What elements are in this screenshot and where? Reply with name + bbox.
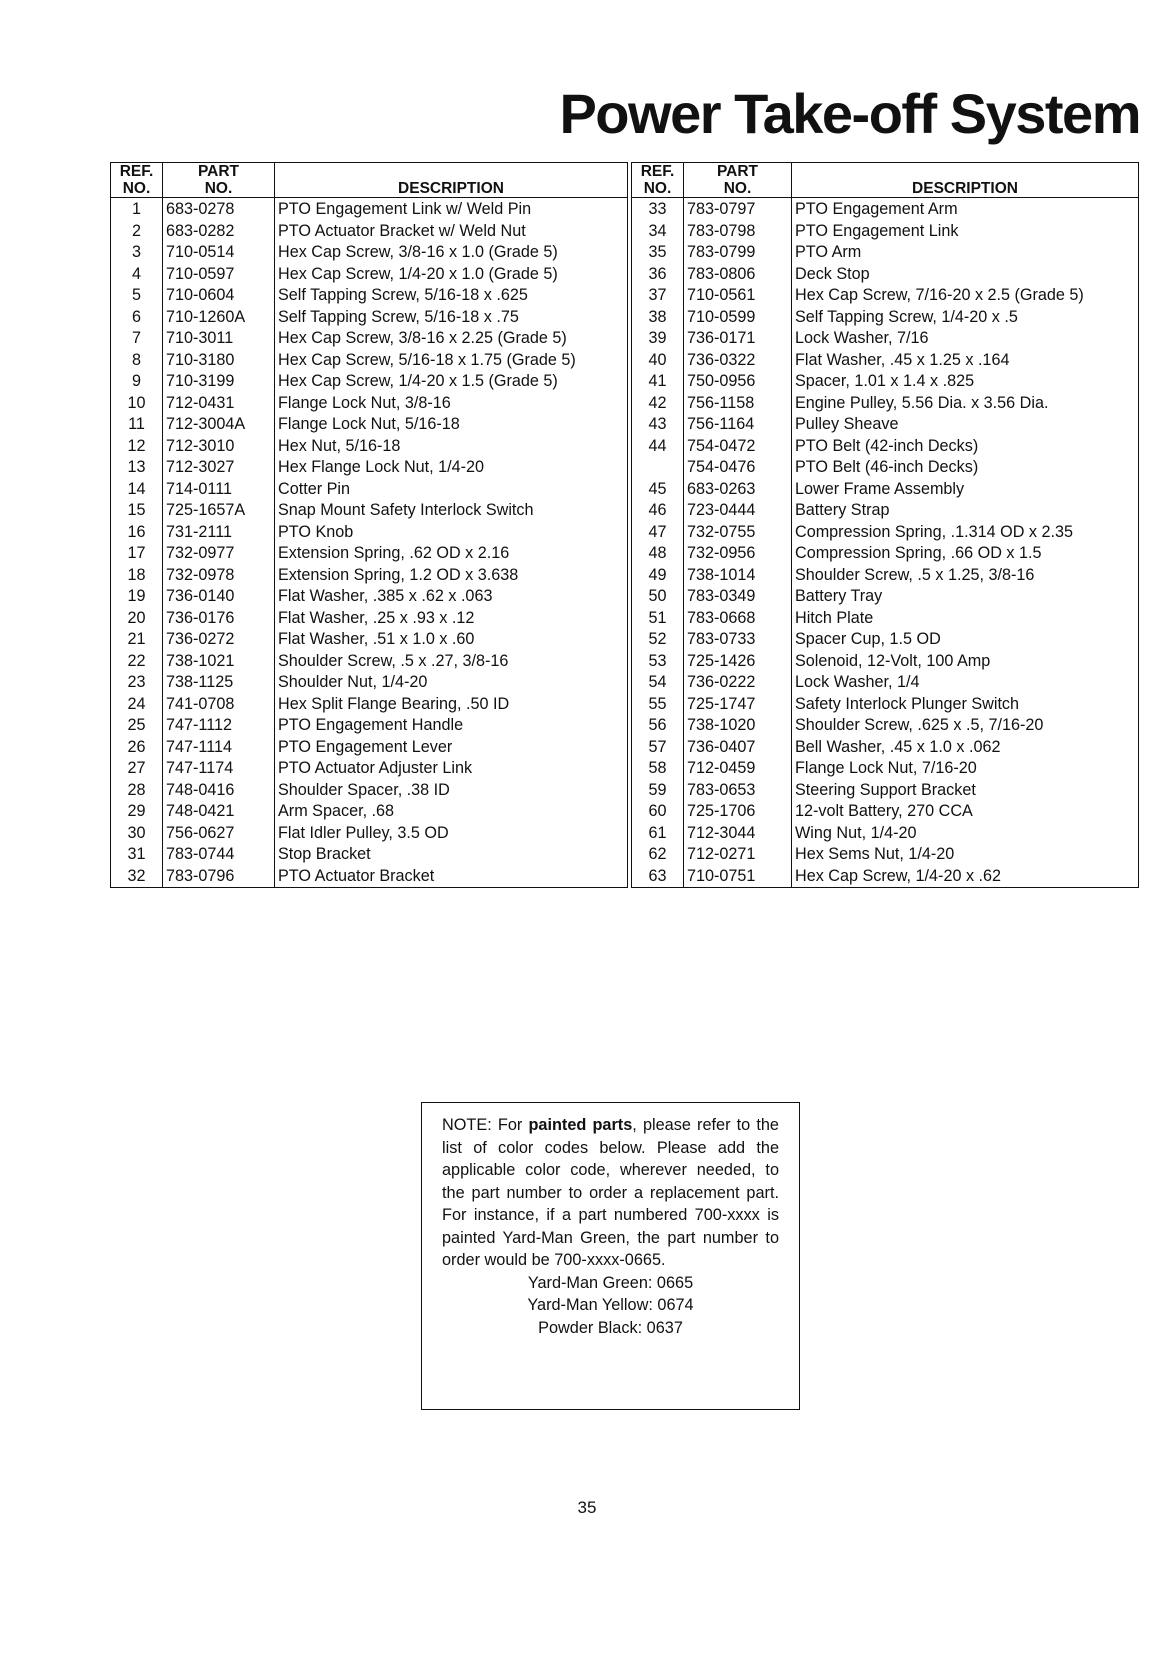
table-row: [632, 328, 1139, 350]
ref-no-cell: 50: [632, 586, 684, 608]
part-no-cell: 748-0416: [163, 780, 275, 802]
table-row: [111, 586, 628, 608]
ref-no-cell: 32: [111, 866, 163, 888]
parts-table-left-body: [111, 198, 628, 888]
ref-no-cell: 59: [632, 780, 684, 802]
ref-no-header: REF. NO.: [632, 163, 684, 198]
ref-no-cell: 16: [111, 522, 163, 544]
note-paragraph: NOTE: For painted parts, please refer to the list of color codes below. Please add the applicable color code, wherever needed, to the part number to order a replacement part. For instance, if a part numbered 700-xxxx is painted Yard-Man Green, the part number to order would be 700-xxxx-0665.: [442, 1116, 779, 1269]
table-row: [111, 672, 628, 694]
description-cell: Safety Interlock Plunger Switch: [792, 694, 1139, 716]
ref-no-cell: 53: [632, 651, 684, 673]
note-label: NOTE:: [442, 1116, 492, 1134]
table-row: [111, 479, 628, 501]
description-cell: Stop Bracket: [275, 844, 628, 866]
description-cell: Flat Washer, .25 x .93 x .12: [275, 608, 628, 630]
description-cell: Hex Cap Screw, 1/4-20 x .62: [792, 866, 1139, 888]
description-cell: 12-volt Battery, 270 CCA: [792, 801, 1139, 823]
table-row: [632, 565, 1139, 587]
table-row: [632, 672, 1139, 694]
page-number: 35: [577, 1498, 597, 1517]
ref-no-cell: 37: [632, 285, 684, 307]
description-cell: Steering Support Bracket: [792, 780, 1139, 802]
ref-no-cell: 19: [111, 586, 163, 608]
description-cell: Hex Sems Nut, 1/4-20: [792, 844, 1139, 866]
table-row: [111, 651, 628, 673]
ref-no-cell: 17: [111, 543, 163, 565]
ref-no-cell: 22: [111, 651, 163, 673]
description-cell: PTO Engagement Link: [792, 221, 1139, 243]
description-cell: Flat Washer, .45 x 1.25 x .164: [792, 350, 1139, 372]
ref-no-cell: 57: [632, 737, 684, 759]
table-row: [111, 350, 628, 372]
part-no-cell: 750-0956: [684, 371, 792, 393]
table-header-row: [111, 163, 628, 198]
description-cell: Flange Lock Nut, 7/16-20: [792, 758, 1139, 780]
table-row: [111, 565, 628, 587]
ref-no-cell: 9: [111, 371, 163, 393]
ref-no-cell: 14: [111, 479, 163, 501]
description-cell: PTO Actuator Adjuster Link: [275, 758, 628, 780]
part-no-cell: 783-0653: [684, 780, 792, 802]
table-row: [632, 436, 1139, 458]
part-no-cell: 783-0668: [684, 608, 792, 630]
description-cell: Flange Lock Nut, 3/8-16: [275, 393, 628, 415]
ref-no-cell: 3: [111, 242, 163, 264]
table-row: [632, 285, 1139, 307]
part-no-cell: 736-0407: [684, 737, 792, 759]
description-cell: PTO Knob: [275, 522, 628, 544]
part-no-cell: 712-3010: [163, 436, 275, 458]
table-row: [632, 694, 1139, 716]
description-cell: Pulley Sheave: [792, 414, 1139, 436]
table-row: [111, 866, 628, 888]
ref-no-cell: 11: [111, 414, 163, 436]
part-no-cell: 710-1260A: [163, 307, 275, 329]
ref-no-cell: 36: [632, 264, 684, 286]
ref-no-cell: 61: [632, 823, 684, 845]
page-title: Power Take-off System: [559, 82, 1140, 145]
table-row: [632, 758, 1139, 780]
description-cell: PTO Engagement Handle: [275, 715, 628, 737]
part-no-cell: 683-0282: [163, 221, 275, 243]
description-cell: Flat Washer, .385 x .62 x .063: [275, 586, 628, 608]
ref-no-cell: 21: [111, 629, 163, 651]
description-cell: Snap Mount Safety Interlock Switch: [275, 500, 628, 522]
table-row: [111, 801, 628, 823]
ref-no-cell: 62: [632, 844, 684, 866]
color-code: Yard-Man Yellow: 0674: [527, 1296, 694, 1314]
ref-no-cell: 48: [632, 543, 684, 565]
ref-no-cell: 23: [111, 672, 163, 694]
ref-no-cell: 40: [632, 350, 684, 372]
description-cell: Battery Strap: [792, 500, 1139, 522]
description-cell: Hex Flange Lock Nut, 1/4-20: [275, 457, 628, 479]
ref-no-cell: 28: [111, 780, 163, 802]
part-no-cell: 731-2111: [163, 522, 275, 544]
part-no-cell: 783-0349: [684, 586, 792, 608]
part-no-cell: 783-0798: [684, 221, 792, 243]
part-no-cell: 736-0272: [163, 629, 275, 651]
description-cell: Self Tapping Screw, 5/16-18 x .625: [275, 285, 628, 307]
part-no-cell: 756-1164: [684, 414, 792, 436]
ref-no-cell: 56: [632, 715, 684, 737]
ref-no-cell: 45: [632, 479, 684, 501]
part-no-cell: 725-1747: [684, 694, 792, 716]
ref-no-cell: 26: [111, 737, 163, 759]
table-row: [111, 737, 628, 759]
description-cell: Solenoid, 12-Volt, 100 Amp: [792, 651, 1139, 673]
part-no-cell: 712-0271: [684, 844, 792, 866]
ref-no-cell: 1: [111, 198, 163, 221]
part-no-cell: 710-0561: [684, 285, 792, 307]
table-row: [632, 866, 1139, 888]
table-row: [111, 780, 628, 802]
table-row: [111, 307, 628, 329]
part-no-cell: 736-0140: [163, 586, 275, 608]
ref-no-cell: 18: [111, 565, 163, 587]
description-cell: Hex Cap Screw, 5/16-18 x 1.75 (Grade 5): [275, 350, 628, 372]
part-no-cell: 736-0176: [163, 608, 275, 630]
table-row: [111, 221, 628, 243]
ref-no-cell: 25: [111, 715, 163, 737]
ref-no-cell: 5: [111, 285, 163, 307]
ref-no-cell: 39: [632, 328, 684, 350]
ref-no-cell: 63: [632, 866, 684, 888]
ref-no-cell: 58: [632, 758, 684, 780]
table-row: [632, 457, 1139, 479]
table-row: [111, 457, 628, 479]
part-no-cell: 725-1426: [684, 651, 792, 673]
part-no-cell: 783-0799: [684, 242, 792, 264]
description-cell: Lower Frame Assembly: [792, 479, 1139, 501]
table-row: [632, 737, 1139, 759]
table-row: [111, 198, 628, 221]
part-no-cell: 710-0604: [163, 285, 275, 307]
description-cell: PTO Belt (42-inch Decks): [792, 436, 1139, 458]
part-no-cell: 747-1112: [163, 715, 275, 737]
color-code: Yard-Man Green: 0665: [527, 1273, 694, 1292]
part-no-cell: 732-0977: [163, 543, 275, 565]
table-row: [632, 500, 1139, 522]
ref-no-cell: 55: [632, 694, 684, 716]
description-cell: Engine Pulley, 5.56 Dia. x 3.56 Dia.: [792, 393, 1139, 415]
ref-no-cell: 42: [632, 393, 684, 415]
description-cell: Hex Cap Screw, 1/4-20 x 1.5 (Grade 5): [275, 371, 628, 393]
description-cell: Deck Stop: [792, 264, 1139, 286]
ref-no-cell: 54: [632, 672, 684, 694]
description-cell: Flat Idler Pulley, 3.5 OD: [275, 823, 628, 845]
description-cell: Bell Washer, .45 x 1.0 x .062: [792, 737, 1139, 759]
description-cell: Lock Washer, 1/4: [792, 672, 1139, 694]
ref-no-cell: 20: [111, 608, 163, 630]
table-row: [632, 651, 1139, 673]
part-no-cell: 683-0278: [163, 198, 275, 221]
part-no-cell: 738-1014: [684, 565, 792, 587]
table-row: [111, 328, 628, 350]
table-row: [632, 629, 1139, 651]
parts-table-left: [110, 162, 628, 888]
ref-no-cell: 49: [632, 565, 684, 587]
ref-no-cell: 29: [111, 801, 163, 823]
ref-no-cell: 44: [632, 436, 684, 458]
table-row: [632, 198, 1139, 221]
part-no-cell: 712-3044: [684, 823, 792, 845]
description-cell: PTO Belt (46-inch Decks): [792, 457, 1139, 479]
part-no-cell: 738-1125: [163, 672, 275, 694]
note-emphasis: painted parts: [528, 1116, 633, 1134]
part-no-cell: 683-0263: [684, 479, 792, 501]
table-row: [111, 543, 628, 565]
table-row: [632, 586, 1139, 608]
part-no-cell: 754-0472: [684, 436, 792, 458]
table-row: [632, 608, 1139, 630]
description-cell: PTO Engagement Lever: [275, 737, 628, 759]
color-code: Powder Black: 0637: [538, 1318, 683, 1337]
part-no-cell: 732-0755: [684, 522, 792, 544]
ref-no-cell: 24: [111, 694, 163, 716]
description-cell: Battery Tray: [792, 586, 1139, 608]
description-cell: Hex Cap Screw, 1/4-20 x 1.0 (Grade 5): [275, 264, 628, 286]
description-header: DESCRIPTION: [275, 163, 628, 198]
ref-no-cell: 13: [111, 457, 163, 479]
ref-no-cell: 38: [632, 307, 684, 329]
description-cell: Compression Spring, .66 OD x 1.5: [792, 543, 1139, 565]
ref-no-cell: 10: [111, 393, 163, 415]
part-no-cell: 712-0431: [163, 393, 275, 415]
description-cell: PTO Engagement Arm: [792, 198, 1139, 221]
part-no-cell: 783-0744: [163, 844, 275, 866]
description-cell: Shoulder Screw, .625 x .5, 7/16-20: [792, 715, 1139, 737]
description-cell: Hex Cap Screw, 3/8-16 x 1.0 (Grade 5): [275, 242, 628, 264]
table-row: [632, 479, 1139, 501]
ref-no-cell: 60: [632, 801, 684, 823]
table-row: [632, 543, 1139, 565]
ref-no-cell: 2: [111, 221, 163, 243]
part-no-cell: 732-0978: [163, 565, 275, 587]
part-no-cell: 748-0421: [163, 801, 275, 823]
part-no-cell: 783-0733: [684, 629, 792, 651]
description-cell: Spacer, 1.01 x 1.4 x .825: [792, 371, 1139, 393]
ref-no-cell: 43: [632, 414, 684, 436]
ref-no-cell: 7: [111, 328, 163, 350]
description-cell: Hex Cap Screw, 7/16-20 x 2.5 (Grade 5): [792, 285, 1139, 307]
part-no-header: PART NO.: [684, 163, 792, 198]
description-cell: Extension Spring, .62 OD x 2.16: [275, 543, 628, 565]
description-cell: Arm Spacer, .68: [275, 801, 628, 823]
part-no-cell: 741-0708: [163, 694, 275, 716]
description-cell: Wing Nut, 1/4-20: [792, 823, 1139, 845]
part-no-cell: 710-0599: [684, 307, 792, 329]
table-row: [111, 285, 628, 307]
part-no-cell: 783-0806: [684, 264, 792, 286]
description-cell: Shoulder Screw, .5 x .27, 3/8-16: [275, 651, 628, 673]
part-no-cell: 710-3011: [163, 328, 275, 350]
description-cell: Hitch Plate: [792, 608, 1139, 630]
ref-no-cell: 6: [111, 307, 163, 329]
ref-no-cell: 30: [111, 823, 163, 845]
table-row: [111, 608, 628, 630]
ref-no-header: REF. NO.: [111, 163, 163, 198]
ref-no-cell: 12: [111, 436, 163, 458]
table-row: [111, 823, 628, 845]
table-row: [111, 844, 628, 866]
part-no-cell: 710-3180: [163, 350, 275, 372]
part-no-cell: 714-0111: [163, 479, 275, 501]
part-no-cell: 783-0797: [684, 198, 792, 221]
color-code-list: [442, 1272, 779, 1340]
description-cell: Flange Lock Nut, 5/16-18: [275, 414, 628, 436]
table-row: [111, 715, 628, 737]
table-row: [111, 500, 628, 522]
table-row: [632, 371, 1139, 393]
ref-no-cell: 41: [632, 371, 684, 393]
part-no-cell: 710-0751: [684, 866, 792, 888]
table-row: [632, 242, 1139, 264]
part-no-cell: 738-1020: [684, 715, 792, 737]
description-cell: Shoulder Nut, 1/4-20: [275, 672, 628, 694]
description-cell: Extension Spring, 1.2 OD x 3.638: [275, 565, 628, 587]
table-row: [111, 414, 628, 436]
table-row: [632, 823, 1139, 845]
ref-no-cell: 46: [632, 500, 684, 522]
part-no-cell: 747-1114: [163, 737, 275, 759]
parts-table-right-body: [632, 198, 1139, 888]
part-no-cell: 712-3027: [163, 457, 275, 479]
description-cell: PTO Arm: [792, 242, 1139, 264]
table-row: [632, 393, 1139, 415]
table-row: [632, 801, 1139, 823]
part-no-cell: 710-0597: [163, 264, 275, 286]
table-row: [632, 844, 1139, 866]
table-row: [111, 758, 628, 780]
description-cell: Cotter Pin: [275, 479, 628, 501]
table-row: [632, 414, 1139, 436]
table-row: [632, 780, 1139, 802]
part-no-cell: 712-3004A: [163, 414, 275, 436]
part-no-cell: 738-1021: [163, 651, 275, 673]
ref-no-cell: 8: [111, 350, 163, 372]
part-no-header: PART NO.: [163, 163, 275, 198]
description-cell: PTO Actuator Bracket: [275, 866, 628, 888]
part-no-cell: 723-0444: [684, 500, 792, 522]
part-no-cell: 747-1174: [163, 758, 275, 780]
description-cell: PTO Engagement Link w/ Weld Pin: [275, 198, 628, 221]
ref-no-cell: 35: [632, 242, 684, 264]
table-row: [632, 350, 1139, 372]
ref-no-cell: 31: [111, 844, 163, 866]
ref-no-cell: 47: [632, 522, 684, 544]
description-cell: Self Tapping Screw, 1/4-20 x .5: [792, 307, 1139, 329]
ref-no-cell: 4: [111, 264, 163, 286]
ref-no-cell: [632, 457, 684, 479]
table-row: [111, 393, 628, 415]
part-no-cell: 754-0476: [684, 457, 792, 479]
table-row: [632, 522, 1139, 544]
description-cell: Self Tapping Screw, 5/16-18 x .75: [275, 307, 628, 329]
table-row: [111, 264, 628, 286]
part-no-cell: 725-1706: [684, 801, 792, 823]
table-row: [111, 694, 628, 716]
table-row: [632, 264, 1139, 286]
ref-no-cell: 15: [111, 500, 163, 522]
ref-no-cell: 51: [632, 608, 684, 630]
description-cell: Shoulder Screw, .5 x 1.25, 3/8-16: [792, 565, 1139, 587]
part-no-cell: 710-0514: [163, 242, 275, 264]
table-row: [111, 436, 628, 458]
description-cell: Hex Split Flange Bearing, .50 ID: [275, 694, 628, 716]
description-header: DESCRIPTION: [792, 163, 1139, 198]
table-row: [632, 221, 1139, 243]
part-no-cell: 732-0956: [684, 543, 792, 565]
part-no-cell: 756-0627: [163, 823, 275, 845]
part-no-cell: 756-1158: [684, 393, 792, 415]
table-header-row: [632, 163, 1139, 198]
description-cell: PTO Actuator Bracket w/ Weld Nut: [275, 221, 628, 243]
ref-no-cell: 52: [632, 629, 684, 651]
table-row: [111, 629, 628, 651]
part-no-cell: 725-1657A: [163, 500, 275, 522]
part-no-cell: 736-0222: [684, 672, 792, 694]
table-row: [111, 371, 628, 393]
ref-no-cell: 33: [632, 198, 684, 221]
table-row: [111, 522, 628, 544]
part-no-cell: 736-0322: [684, 350, 792, 372]
table-row: [632, 715, 1139, 737]
description-cell: Hex Nut, 5/16-18: [275, 436, 628, 458]
table-row: [111, 242, 628, 264]
part-no-cell: 712-0459: [684, 758, 792, 780]
description-cell: Hex Cap Screw, 3/8-16 x 2.25 (Grade 5): [275, 328, 628, 350]
table-row: [632, 307, 1139, 329]
description-cell: Compression Spring, .1.314 OD x 2.35: [792, 522, 1139, 544]
part-no-cell: 710-3199: [163, 371, 275, 393]
description-cell: Spacer Cup, 1.5 OD: [792, 629, 1139, 651]
part-no-cell: 783-0796: [163, 866, 275, 888]
painted-parts-note: [421, 1102, 800, 1410]
parts-table-right: [631, 162, 1139, 888]
description-cell: Flat Washer, .51 x 1.0 x .60: [275, 629, 628, 651]
part-no-cell: 736-0171: [684, 328, 792, 350]
description-cell: Lock Washer, 7/16: [792, 328, 1139, 350]
ref-no-cell: 34: [632, 221, 684, 243]
ref-no-cell: 27: [111, 758, 163, 780]
description-cell: Shoulder Spacer, .38 ID: [275, 780, 628, 802]
